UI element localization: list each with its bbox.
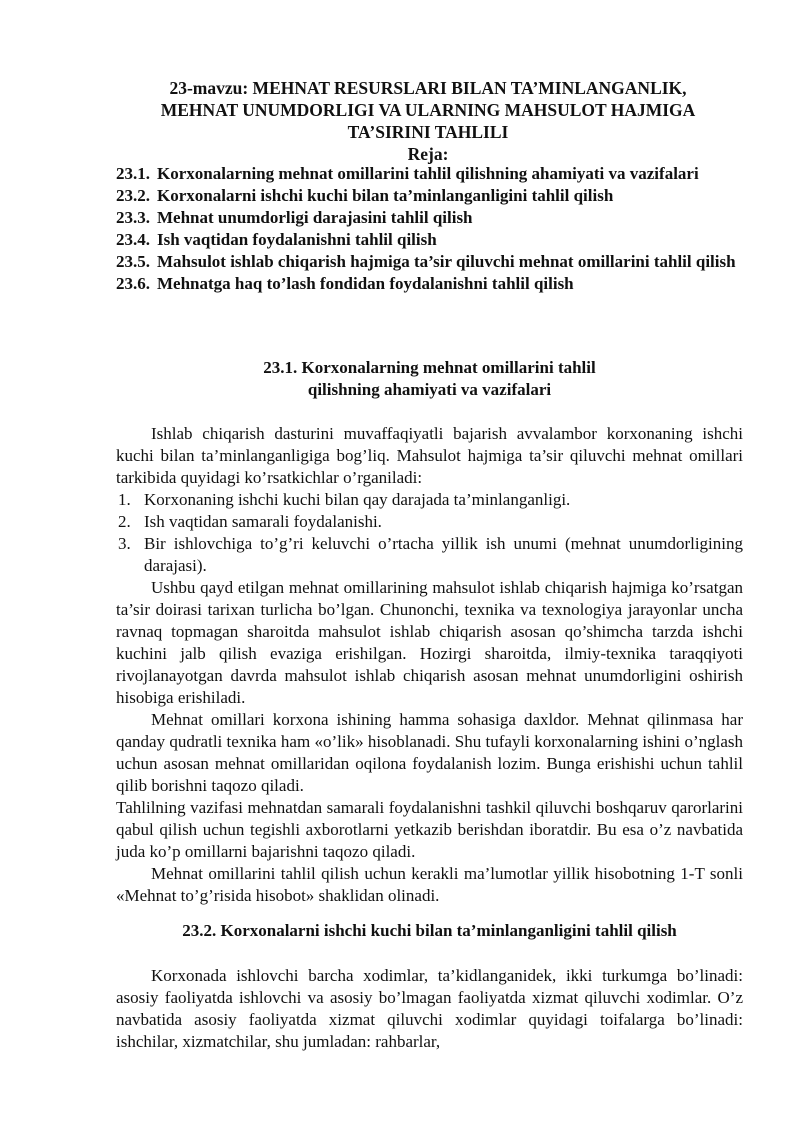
section-1-heading bbox=[116, 357, 743, 401]
title-line-3: TA’SIRINI TAHLILI bbox=[347, 122, 509, 142]
list-item-text: Bir ishlovchiga to’g’ri keluvchi o’rtacha yillik ish unumi (mehnat unumdorligining darajasi). bbox=[144, 534, 743, 575]
section-1-heading-line-1: 23.1. Korxonalarning mehnat omillarini tahlil bbox=[263, 358, 596, 377]
plan-item-number: 23.1. bbox=[116, 164, 150, 183]
section-1-body bbox=[116, 423, 743, 907]
paragraph: Tahlilning vazifasi mehnatdan samarali foydalanishni tashkil qiluvchi boshqaruv qarorlarini qabul qilish uchun tegishli axborotlarni yetkazib berishdan iboratdir. Bu esa o’z navbatida juda ko’p omillarni bajarishni taqozo qiladi. bbox=[116, 798, 743, 861]
plan-item-text: Korxonalarni ishchi kuchi bilan ta’minlanganligini tahlil qilish bbox=[157, 186, 614, 205]
plan-heading: Reja: bbox=[407, 144, 449, 164]
paragraph: Korxonada ishlovchi barcha xodimlar, ta’kidlanganidek, ikki turkumga bo’linadi: asosiy faoliyatda ishlovchi va asosiy bo’lmagan faoliyatda xizmat qiluvchi xodimlar. O’z navbatida asosiy faoliyatda xizmat qiluvchi xodimlar quyidagi toifalarga bo’linadi: ishchilar, xizmatchilar, shu jumladan: rahbarlar, bbox=[116, 966, 743, 1051]
plan-list bbox=[116, 163, 743, 295]
title-line-1: 23-mavzu: MEHNAT RESURSLARI BILAN TA’MINLANGANLIK, bbox=[169, 78, 687, 98]
plan-item-text: Mehnat unumdorligi darajasini tahlil qilish bbox=[157, 208, 473, 227]
list-item bbox=[116, 533, 743, 577]
plan-item bbox=[116, 251, 743, 273]
document-title bbox=[110, 77, 746, 165]
paragraph: Mehnat omillari korxona ishining hamma sohasiga daxldor. Mehnat qilinmasa har qanday qudratli texnika ham «o’lik» hisoblanadi. Shu tufayli korxonalarning ishini o’nglash uchun asosan mehnat omillaridan oqilona foydalanish lozim. Bunga erishishi uchun tahlil qilib borishni taqozo qiladi. bbox=[116, 710, 743, 795]
section-2-heading bbox=[116, 920, 743, 942]
section-1-heading-line-2: qilishning ahamiyati va vazifalari bbox=[307, 380, 552, 399]
plan-item bbox=[116, 273, 743, 295]
section-2-body bbox=[116, 965, 743, 1053]
plan-item-number: 23.5. bbox=[116, 252, 150, 271]
plan-item bbox=[116, 163, 743, 185]
list-item-text: Korxonaning ishchi kuchi bilan qay darajada ta’minlanganligi. bbox=[144, 490, 571, 509]
paragraph: Ushbu qayd etilgan mehnat omillarining mahsulot ishlab chiqarish hajmiga ko’rsatgan ta’sir doirasi tarixan turlicha bo’lgan. Chunonchi, texnika va texnologiya jarayonlar uncha ravnaq topmagan sharoitda mahsulot ishlab chiqarish asosan qo’shimcha tarzda ishchi kuchini jalb qilish evaziga erishilgan. Hozirgi sharoitda, ilmiy-texnika taraqqiyoti rivojlanayotgan davrda mahsulot ishlab chiqarish asosan mehnat unumdorligini oshirish hisobiga erishiladi. bbox=[116, 578, 743, 707]
paragraph: Ishlab chiqarish dasturini muvaffaqiyatli bajarish avvalambor korxonaning ishchi kuchi bilan ta’minlanganligiga bog’liq. Mahsulot hajmiga ta’sir qiluvchi mehnat omillari tarkibida quyidagi ko’rsatkichlar o’rganiladi: bbox=[116, 424, 743, 487]
paragraph: Mehnat omillarini tahlil qilish uchun kerakli ma’lumotlar yillik hisobotning 1-T sonli «Mehnat to’g’risida hisobot» shaklidan olinadi. bbox=[116, 864, 743, 905]
list-item-number: 2. bbox=[118, 512, 131, 531]
section-2-heading-line: 23.2. Korxonalarni ishchi kuchi bilan ta’minlanganligini tahlil qilish bbox=[182, 921, 677, 940]
plan-item-number: 23.2. bbox=[116, 186, 150, 205]
plan-item bbox=[116, 185, 743, 207]
list-item bbox=[116, 489, 743, 511]
list-item-number: 1. bbox=[118, 490, 131, 509]
plan-item-number: 23.4. bbox=[116, 230, 150, 249]
plan-item-text: Mahsulot ishlab chiqarish hajmiga ta’sir qiluvchi mehnat omillarini tahlil qilish bbox=[157, 252, 736, 271]
list-item-text: Ish vaqtidan samarali foydalanishi. bbox=[144, 512, 382, 531]
plan-item-text: Ish vaqtidan foydalanishni tahlil qilish bbox=[157, 230, 437, 249]
plan-item bbox=[116, 229, 743, 251]
title-line-2: MEHNAT UNUMDORLIGI VA ULARNING MAHSULOT HAJMIGA bbox=[160, 100, 696, 120]
plan-item-number: 23.6. bbox=[116, 274, 150, 293]
plan-item bbox=[116, 207, 743, 229]
list-item-number: 3. bbox=[118, 534, 131, 553]
plan-item-text: Korxonalarning mehnat omillarini tahlil qilishning ahamiyati va vazifalari bbox=[157, 164, 699, 183]
list-item bbox=[116, 511, 743, 533]
plan-item-text: Mehnatga haq to’lash fondidan foydalanishni tahlil qilish bbox=[157, 274, 574, 293]
plan-item-number: 23.3. bbox=[116, 208, 150, 227]
